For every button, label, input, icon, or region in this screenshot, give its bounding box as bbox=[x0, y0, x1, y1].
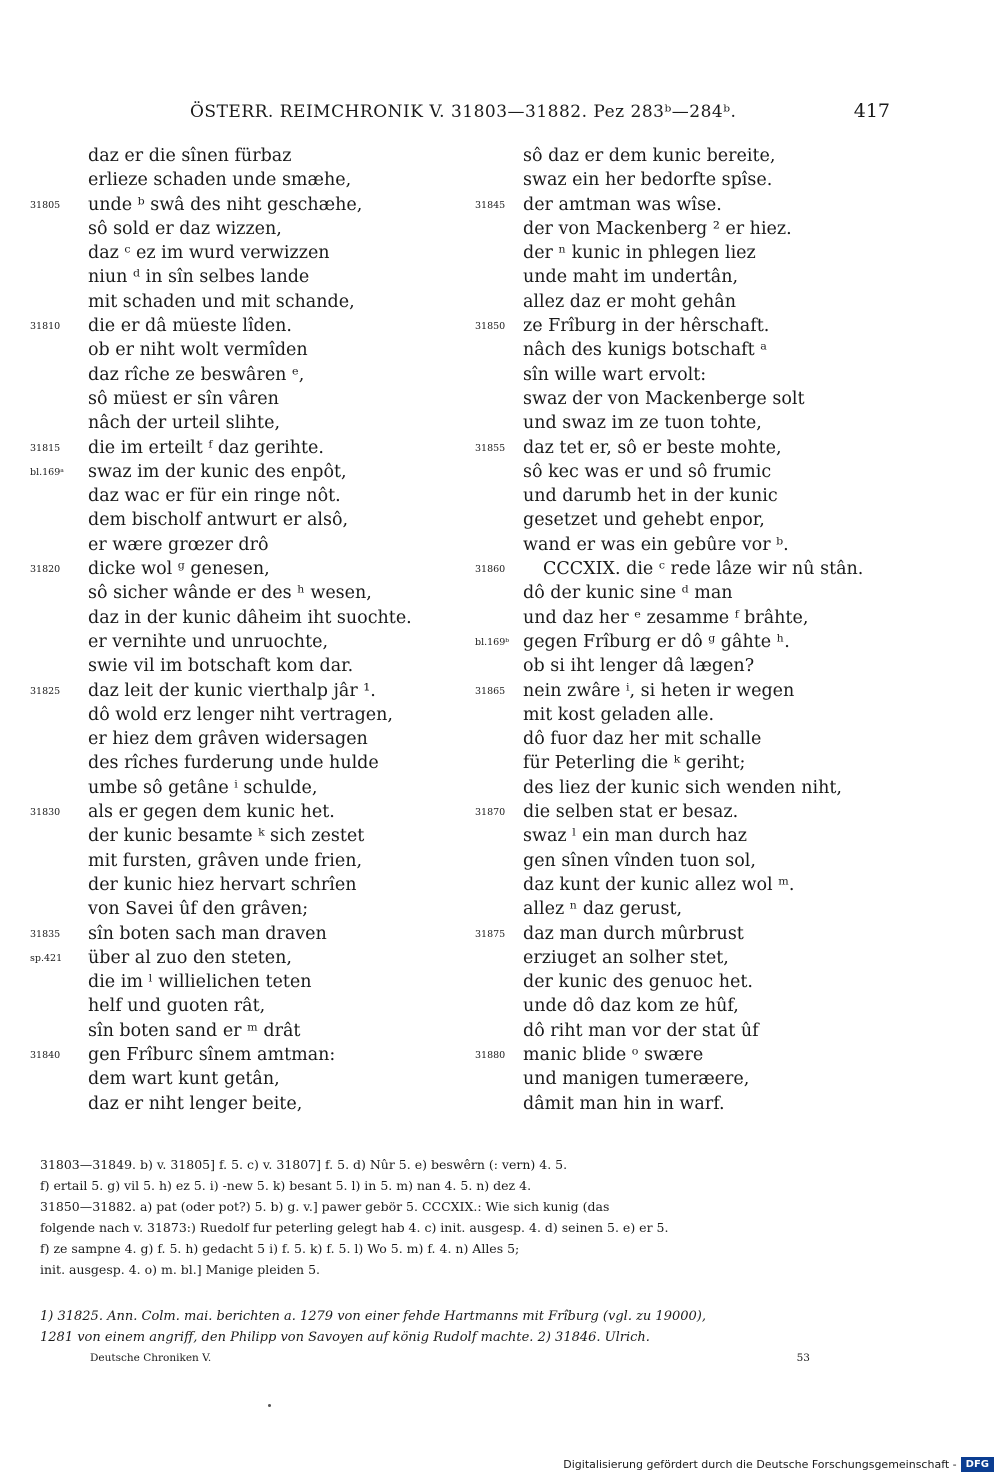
verse-text: der amtman was wîse. bbox=[523, 194, 722, 215]
verse-number: 31835 bbox=[30, 928, 61, 940]
verse-line bbox=[30, 1067, 470, 1091]
verse-text: gen Frîburc sînem amtman: bbox=[88, 1044, 336, 1065]
verse-text: daz er die sînen fürbaz bbox=[88, 146, 292, 166]
verse-line bbox=[475, 290, 925, 314]
verse-text: manic blide ᵒ swære bbox=[523, 1044, 704, 1065]
verse-text: die im erteilt ᶠ daz gerihte. bbox=[88, 437, 324, 458]
verse-number: 31860 bbox=[475, 564, 506, 576]
verse-line bbox=[475, 387, 925, 411]
verse-line bbox=[30, 533, 470, 557]
verse-line bbox=[475, 751, 925, 775]
verse-line bbox=[475, 1043, 925, 1067]
verse-text: sô daz er dem kunic bereite, bbox=[523, 146, 776, 166]
verse-text: daz ᶜ ez im wurd verwizzen bbox=[88, 243, 330, 264]
apparatus-line: f) ze sampne 4. g) f. 5. h) gedacht 5 i) f. 5. k) f. 5. l) Wo 5. m) f. 4. n) Alles 5; bbox=[40, 1241, 520, 1256]
verse-text: daz er niht lenger beite, bbox=[88, 1093, 303, 1114]
verse-text: daz wac er für ein ringe nôt. bbox=[88, 486, 341, 507]
verse-text: sô sold er daz wizzen, bbox=[88, 218, 282, 239]
verse-number: bl.169ᵇ bbox=[475, 636, 510, 648]
verse-text: ze Frîburg in der hêrschaft. bbox=[523, 316, 770, 337]
verse-line bbox=[475, 460, 925, 484]
verse-line bbox=[30, 193, 470, 217]
verse-line bbox=[30, 776, 470, 800]
verse-text: gen sînen vînden tuon sol, bbox=[523, 850, 756, 871]
verse-line bbox=[30, 1043, 470, 1067]
verse-line bbox=[30, 484, 470, 508]
verse-text: erlieze schaden unde smæhe, bbox=[88, 170, 352, 191]
verse-number: 31820 bbox=[30, 564, 61, 576]
verse-line bbox=[475, 411, 925, 435]
verse-line bbox=[475, 338, 925, 362]
verse-line bbox=[30, 703, 470, 727]
verse-number: sp.421 bbox=[30, 952, 63, 964]
verse-text: daz leit der kunic vierthalp jâr ¹. bbox=[88, 680, 376, 701]
verse-line bbox=[475, 727, 925, 751]
verse-line bbox=[30, 630, 470, 654]
verse-line bbox=[475, 897, 925, 921]
verse-text: die im ˡ willielichen teten bbox=[88, 972, 312, 993]
verse-line bbox=[475, 922, 925, 946]
dfg-banner-text: Digitalisierung gefördert durch die Deutsche Forschungsgemeinschaft - bbox=[563, 1458, 957, 1471]
verse-line bbox=[30, 387, 470, 411]
verse-text: dicke wol ᵍ genesen, bbox=[88, 559, 270, 580]
verse-number: 31880 bbox=[475, 1049, 506, 1061]
verse-line bbox=[30, 460, 470, 484]
footnotes bbox=[40, 1306, 900, 1348]
verse-line bbox=[30, 557, 470, 581]
verse-text: unde dô daz kom ze hûf, bbox=[523, 996, 739, 1017]
verse-line bbox=[475, 265, 925, 289]
verse-number: 31850 bbox=[475, 321, 506, 333]
verse-line bbox=[475, 970, 925, 994]
verse-text: nâch des kunigs botschaft ᵃ bbox=[523, 340, 768, 361]
verse-text: umbe sô getâne ⁱ schulde, bbox=[88, 777, 318, 798]
verse-line bbox=[475, 849, 925, 873]
verse-line bbox=[475, 994, 925, 1018]
verse-text: wand er was ein gebûre vor ᵇ. bbox=[523, 534, 789, 555]
verse-line bbox=[475, 703, 925, 727]
verse-text: swaz im der kunic des enpôt, bbox=[88, 461, 347, 482]
verse-text: niun ᵈ in sîn selbes lande bbox=[88, 267, 310, 288]
verse-line bbox=[475, 946, 925, 970]
verse-text: er hiez dem grâven widersagen bbox=[88, 729, 368, 750]
verse-line bbox=[30, 897, 470, 921]
verse-number: 31810 bbox=[30, 321, 61, 333]
verse-text: über al zuo den steten, bbox=[88, 947, 292, 968]
verse-text: dô der kunic sine ᵈ man bbox=[523, 583, 733, 604]
verse-line bbox=[475, 1019, 925, 1043]
verse-line bbox=[475, 314, 925, 338]
verse-line bbox=[475, 144, 925, 168]
verse-text: sîn boten sach man draven bbox=[88, 923, 327, 944]
verse-line bbox=[475, 630, 925, 654]
verse-line bbox=[475, 606, 925, 630]
verse-text: der kunic hiez hervart schrîen bbox=[88, 874, 357, 895]
verse-text: er wære grœzer drô bbox=[88, 534, 269, 555]
verse-line bbox=[475, 581, 925, 605]
verse-text: des liez der kunic sich wenden niht, bbox=[523, 777, 842, 798]
verse-text: die selben stat er besaz. bbox=[523, 802, 739, 823]
verse-text: dô wold erz lenger niht vertragen, bbox=[88, 704, 393, 725]
verse-text: sô müest er sîn vâren bbox=[88, 388, 279, 409]
verse-line bbox=[30, 727, 470, 751]
critical-apparatus bbox=[40, 1154, 895, 1280]
verse-line bbox=[475, 533, 925, 557]
verse-line bbox=[475, 776, 925, 800]
verse-line bbox=[30, 922, 470, 946]
verse-text: dem wart kunt getân, bbox=[88, 1069, 280, 1090]
footnote-line: 1) 31825. Ann. Colm. mai. berichten a. 1279 von einer fehde Hartmanns mit Frîburg (vgl. zu 19000), bbox=[40, 1309, 706, 1324]
verse-line bbox=[30, 168, 470, 192]
page-number: 417 bbox=[853, 100, 890, 122]
verse-text: daz in der kunic dâheim iht suochte. bbox=[88, 607, 412, 628]
apparatus-line: init. ausgesp. 4. o) m. bl.] Manige pleiden 5. bbox=[40, 1262, 321, 1277]
verse-text: mit schaden und mit schande, bbox=[88, 291, 355, 312]
dfg-banner bbox=[563, 1454, 1000, 1475]
left-verse-column bbox=[30, 144, 470, 1116]
verse-text: der ⁿ kunic in phlegen liez bbox=[523, 243, 756, 264]
verse-line bbox=[475, 484, 925, 508]
verse-number: 31815 bbox=[30, 442, 61, 454]
verse-number: 31805 bbox=[30, 199, 61, 211]
verse-line bbox=[30, 581, 470, 605]
verse-line bbox=[475, 436, 925, 460]
verse-text: von Savei ûf den grâven; bbox=[88, 899, 309, 920]
verse-text: er vernihte und unruochte, bbox=[88, 631, 329, 652]
verse-text: dô riht man vor der stat ûf bbox=[523, 1020, 759, 1041]
verse-text: der kunic besamte ᵏ sich zestet bbox=[88, 826, 365, 847]
verse-text: der von Mackenberg ² er hiez. bbox=[523, 218, 792, 239]
verse-line bbox=[30, 436, 470, 460]
verse-text: swaz ˡ ein man durch haz bbox=[523, 826, 748, 847]
verse-line bbox=[475, 824, 925, 848]
verse-line bbox=[30, 849, 470, 873]
verse-text: der kunic des genuoc het. bbox=[523, 972, 753, 993]
signature-label: Deutsche Chroniken V. bbox=[90, 1352, 212, 1364]
verse-line bbox=[30, 338, 470, 362]
dfg-logo: DFG bbox=[961, 1457, 994, 1472]
verse-line bbox=[475, 1067, 925, 1091]
verse-line bbox=[30, 508, 470, 532]
verse-text: als er gegen dem kunic het. bbox=[88, 802, 335, 823]
running-title: ÖSTERR. REIMCHRONIK V. 31803—31882. Pez 283ᵇ—284ᵇ. bbox=[190, 102, 737, 122]
verse-line bbox=[475, 679, 925, 703]
verse-text: sô sicher wânde er des ʰ wesen, bbox=[88, 583, 372, 604]
right-verse-column bbox=[475, 144, 925, 1116]
verse-text: mit kost geladen alle. bbox=[523, 704, 715, 725]
apparatus-line: 31803—31849. b) v. 31805] f. 5. c) v. 31807] f. 5. d) Nûr 5. e) beswêrn (: vern) 4. 5. bbox=[40, 1157, 568, 1172]
verse-line bbox=[30, 994, 470, 1018]
verse-text: sô kec was er und sô frumic bbox=[523, 461, 772, 482]
verse-text: helf und guoten rât, bbox=[88, 996, 266, 1017]
print-speck bbox=[268, 1404, 271, 1407]
verse-text: nâch der urteil slihte, bbox=[88, 413, 281, 434]
verse-line bbox=[30, 873, 470, 897]
verse-number: 31855 bbox=[475, 442, 506, 454]
verse-line bbox=[30, 411, 470, 435]
verse-number: 31875 bbox=[475, 928, 506, 940]
verse-line bbox=[30, 679, 470, 703]
verse-text: ob si iht lenger dâ lægen? bbox=[523, 656, 755, 677]
chapter-heading-line: CCCXIX. die ᶜ rede lâze wir nû stân. bbox=[543, 559, 864, 580]
verse-text: dô fuor daz her mit schalle bbox=[523, 729, 762, 750]
verse-line bbox=[30, 314, 470, 338]
verse-text: für Peterling die ᵏ geriht; bbox=[523, 753, 746, 774]
verse-line bbox=[475, 654, 925, 678]
verse-line bbox=[30, 265, 470, 289]
verse-line bbox=[30, 241, 470, 265]
verse-text: und swaz im ze tuon tohte, bbox=[523, 413, 762, 434]
verse-text: nein zwâre ⁱ, si heten ir wegen bbox=[523, 680, 795, 701]
verse-text: gegen Frîburg er dô ᵍ gâhte ʰ. bbox=[523, 631, 790, 652]
verse-line bbox=[475, 168, 925, 192]
apparatus-line: 31850—31882. a) pat (oder pot?) 5. b) g. v.] pawer gebör 5. CCCXIX.: Wie sich kunig (das bbox=[40, 1199, 610, 1214]
verse-number: 31845 bbox=[475, 199, 506, 211]
verse-text: mit fursten, grâven unde frien, bbox=[88, 850, 363, 871]
verse-line bbox=[30, 946, 470, 970]
verse-line bbox=[475, 363, 925, 387]
verse-text: und manigen tumeræere, bbox=[523, 1069, 750, 1090]
verse-line bbox=[30, 290, 470, 314]
verse-text: und darumb het in der kunic bbox=[523, 486, 778, 507]
verse-text: erziuget an solher stet, bbox=[523, 947, 729, 968]
verse-text: sîn boten sand er ᵐ drât bbox=[88, 1020, 301, 1041]
verse-text: ob er niht wolt vermîden bbox=[88, 340, 308, 361]
verse-text: gesetzet und gehebt enpor, bbox=[523, 510, 765, 531]
verse-text: swaz ein her bedorfte spîse. bbox=[523, 170, 773, 191]
verse-text: und daz her ᵉ zesamme ᶠ brâhte, bbox=[523, 607, 809, 628]
sheet-number: 53 bbox=[796, 1352, 810, 1364]
verse-text: daz tet er, sô er beste mohte, bbox=[523, 437, 782, 458]
verse-text: daz man durch mûrbrust bbox=[523, 923, 744, 944]
verse-text: daz kunt der kunic allez wol ᵐ. bbox=[523, 874, 795, 895]
verse-number: 31840 bbox=[30, 1049, 61, 1061]
verse-line bbox=[30, 363, 470, 387]
verse-text: allez ⁿ daz gerust, bbox=[523, 899, 683, 920]
verse-line bbox=[475, 508, 925, 532]
verse-line bbox=[30, 1019, 470, 1043]
verse-text: allez daz er moht gehân bbox=[523, 291, 736, 312]
verse-text: swaz der von Mackenberge solt bbox=[523, 388, 805, 409]
verse-text: swie vil im botschaft kom dar. bbox=[88, 656, 354, 677]
verse-text: daz rîche ze beswâren ᵉ, bbox=[88, 364, 305, 385]
verse-line bbox=[30, 217, 470, 241]
verse-line bbox=[475, 873, 925, 897]
verse-text: dem bischolf antwurt er alsô, bbox=[88, 510, 349, 531]
verse-number: 31870 bbox=[475, 807, 506, 819]
verse-line bbox=[30, 654, 470, 678]
verse-text: dâmit man hin in warf. bbox=[523, 1093, 725, 1114]
verse-number: 31825 bbox=[30, 685, 61, 697]
footnote-line: 1281 von einem angriff, den Philipp von Savoyen auf könig Rudolf machte. 2) 31846. Ulrich. bbox=[40, 1330, 650, 1345]
verse-text: sîn wille wart ervolt: bbox=[523, 364, 707, 385]
sheet-signature bbox=[90, 1352, 810, 1368]
apparatus-line: f) ertail 5. g) vil 5. h) ez 5. i) -new 5. k) besant 5. l) in 5. m) nan 4. 5. n) dez 4. bbox=[40, 1178, 532, 1193]
verse-number: bl.169ᵃ bbox=[30, 466, 64, 478]
verse-line bbox=[30, 800, 470, 824]
verse-text: des rîches furderung unde hulde bbox=[88, 753, 379, 774]
verse-line bbox=[30, 970, 470, 994]
verse-line bbox=[475, 217, 925, 241]
verse-text: die er dâ müeste lîden. bbox=[88, 316, 292, 337]
verse-line bbox=[30, 144, 470, 168]
verse-line bbox=[475, 193, 925, 217]
page-header bbox=[190, 100, 890, 130]
verse-line bbox=[475, 557, 925, 581]
verse-text: unde maht im undertân, bbox=[523, 267, 739, 288]
verse-line bbox=[30, 824, 470, 848]
verse-text: unde ᵇ swâ des niht geschæhe, bbox=[88, 194, 363, 215]
verse-line bbox=[475, 800, 925, 824]
verse-line bbox=[30, 751, 470, 775]
verse-number: 31865 bbox=[475, 685, 506, 697]
verse-number: 31830 bbox=[30, 807, 61, 819]
apparatus-line: folgende nach v. 31873:) Ruedolf fur peterling gelegt hab 4. c) init. ausgesp. 4. d) seinen 5. e) er 5. bbox=[40, 1220, 669, 1235]
verse-line bbox=[30, 1092, 470, 1116]
verse-line bbox=[30, 606, 470, 630]
verse-line bbox=[475, 1092, 925, 1116]
verse-line bbox=[475, 241, 925, 265]
